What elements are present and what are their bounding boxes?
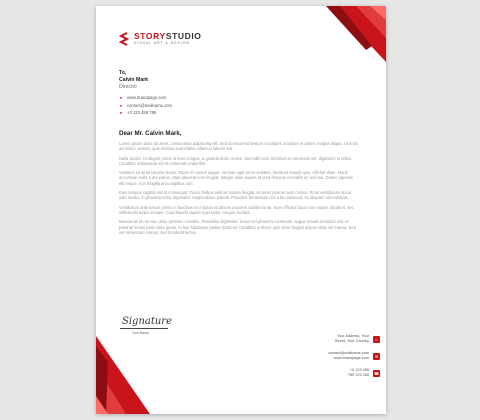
footer-phone-line: +0 123 456 [349,368,369,372]
footer-address-line: Your Address, Your [336,334,369,338]
letter-paragraph: Duis tempus sagittis nisi id consequat. Fusce finibus velit ac massa feugiat, sit amet viverra nunc cursus. Proin vestibulum dui at odio iaculis, in pharetra tortor imperdiet. Suspendisse potenti. Praesent fermentum nisi a leo euismod, eu aliquam nisl volutpat. [119,190,352,201]
recipient-role: Director [119,84,138,90]
contact-email[interactable]: contact@mailname.com [127,102,172,108]
top-right-corner-decoration [326,6,386,68]
footer-address-line: Street, Your Country [334,339,369,343]
footer-email[interactable]: contact@mailname.com [328,351,369,355]
letter-paragraph: Lorem ipsum dolor sit amet, consectetur adipiscing elit. Sed do eiusmod tempor incididunt ut labore et dolore magna aliqua. Ut enim ad minim veniam, quis nostrud exercitation ullamco laboris nisi. [119,141,358,152]
contact-row [119,94,172,102]
logo-mark-icon [118,32,130,46]
footer-website[interactable]: www.brandpage.com [333,356,369,360]
recipient-contacts [119,94,172,117]
location-icon: ⌂ [373,336,380,343]
brand-tagline: VISUAL ART & DESIGN [134,40,190,45]
bottom-left-corner-decoration [96,336,150,414]
contact-website[interactable]: www.brandpage.com [127,95,167,100]
letter-paragraph: Vivamus sit amet lobortis lectus. Etiam et cursus augue. Aenean eget tortor sodales, tincidunt mauris quis, efficitur diam. Morbi accumsan nulla a dui varius, vitae placerat sem feugiat. Integer vitae sapien at urna rhoncus convallis ac sed nisi. Donec egestas elit neque, non fringilla arcu dapibus non. [119,170,353,186]
letter-salutation: Dear Mr. Calvin Mark, [119,130,182,137]
letter-paragraph: Maecenas id nisi nec dolor pretium convallis. Phasellus dignissim, lectus vel pharetra commodo, augue mauris tincidunt nisi, et pulvinar lectus justo vitae quam. In hac habitasse platea dictumst. Curabitur in libero quis dolor feugiat aliquet vitae vel massa. Sed vel elementum metus, sed hendrerit lectus. [119,219,356,235]
signature-script: Signature [122,316,173,327]
footer-phone-line: 789 123 456 [347,373,369,377]
brand-logo [118,32,202,46]
recipient-name: Calvin Mark [119,77,149,83]
mail-icon: ● [119,102,123,108]
brand-name-red: STORY [134,31,166,42]
to-label: To, [119,70,127,76]
signature-line [120,328,168,329]
contact-row [119,102,172,110]
phone-icon: ● [119,110,123,115]
footer-contacts [308,334,380,385]
brand-name [134,32,202,41]
recipient-block [119,70,148,91]
footer-web-row [308,351,380,361]
mail-icon: ✉ [374,353,379,359]
brand-name-dark: STUDIO [165,31,202,42]
signature-name: Your Name [132,331,149,335]
globe-icon: ● [119,95,123,100]
letter-body [119,141,359,239]
phone-icon: ☎ [374,370,379,376]
letter-paragraph: Nulla facilisi. Ut aliquet purus ut eros congue, a gravida dolor ornare. Sed nibh erat, tincidunt at commodo vel, dignissim et tellus. Curabitur malesuada est et commodo imperdiet. [119,155,353,166]
contact-row [119,109,172,117]
footer-phone-row [308,368,380,378]
letter-paragraph: Vestibulum ante ipsum primis in faucibus orci luctus et ultrices posuere cubilia curae; Nam efficitur lacus non mauris tincidunt, nec sollicitudin turpis semper. Cras blandit sapien eget tortor congue facilisis. [119,204,354,215]
footer-address-row [308,334,380,344]
contact-phone: +0 123 456 789 [127,110,157,115]
letterhead-page [96,6,386,414]
